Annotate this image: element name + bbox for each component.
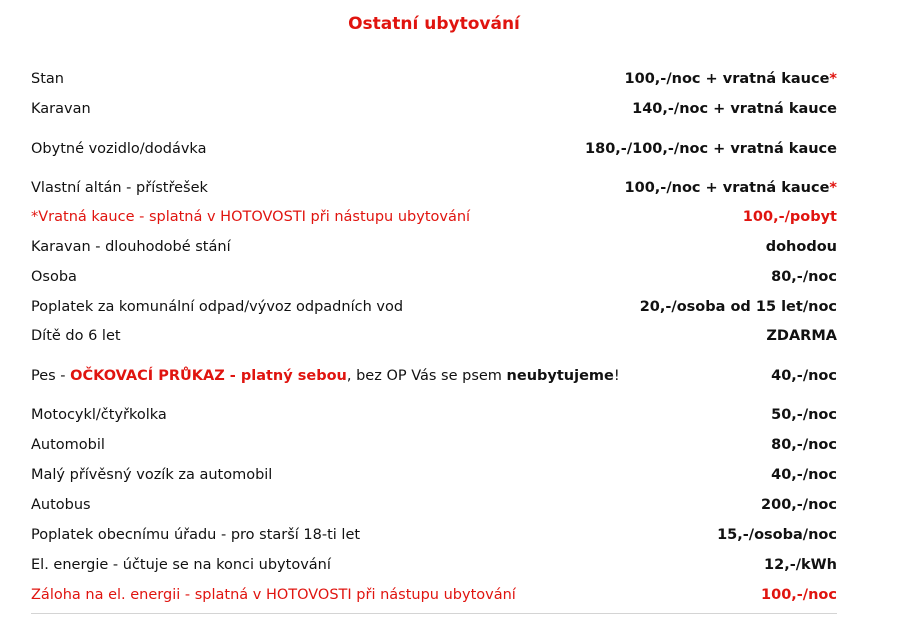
row-value: 100,-/noc + vratná kauce* <box>624 71 837 87</box>
row-value: 40,-/noc <box>771 467 837 483</box>
price-row-dlouhodobe-stani <box>31 232 837 262</box>
price-row-autobus <box>31 490 837 520</box>
price-row-karavan <box>31 94 837 124</box>
row-value: dohodou <box>765 239 837 255</box>
row-value: ZDARMA <box>766 328 837 344</box>
row-label: Karavan <box>31 101 91 117</box>
row-value: 20,-/osoba od 15 let/noc <box>639 298 837 315</box>
price-row-osoba <box>31 262 837 292</box>
row-label: Dítě do 6 let <box>31 328 121 344</box>
row-label: Stan <box>31 71 64 87</box>
row-value: 15,-/osoba/noc <box>717 527 837 543</box>
row-value: 100,-/pobyt <box>742 209 837 225</box>
price-row-pes <box>31 351 837 400</box>
row-label: Motocykl/čtyřkolka <box>31 407 167 423</box>
asterisk-mark: * <box>829 71 837 87</box>
row-value: 80,-/noc <box>771 269 837 285</box>
price-row-vozik <box>31 460 837 490</box>
row-value: 100,-/noc <box>761 587 837 603</box>
asterisk-mark: * <box>829 179 837 196</box>
price-row-motocykl <box>31 400 837 430</box>
price-row-stan <box>31 64 837 94</box>
no-accommodation-note: neubytujeme <box>506 367 614 384</box>
price-row-vratna-kauce <box>31 202 837 232</box>
row-value: 100,-/noc + vratná kauce* <box>624 179 837 196</box>
bottom-divider <box>31 613 837 614</box>
row-label: Osoba <box>31 269 77 285</box>
price-row-obytne-vozidlo <box>31 124 837 173</box>
price-row-zaloha-energie <box>31 580 837 610</box>
row-label: Karavan - dlouhodobé stání <box>31 239 231 255</box>
row-label: Vlastní altán - přístřešek <box>31 179 208 196</box>
price-row-obecni-poplatek <box>31 520 837 550</box>
row-value: 80,-/noc <box>771 437 837 453</box>
row-label: Poplatek obecnímu úřadu - pro starší 18-ti let <box>31 527 361 543</box>
vaccination-warning: OČKOVACÍ PRŮKAZ - platný sebou <box>70 367 347 384</box>
row-label: *Vratná kauce - splatná v HOTOVOSTI při nástupu ubytování <box>31 209 471 225</box>
page-title: Ostatní ubytování <box>348 14 520 34</box>
row-value: 12,-/kWh <box>764 557 837 573</box>
row-label: Automobil <box>31 437 105 453</box>
row-label: Pes - OČKOVACÍ PRŮKAZ - platný sebou, bez OP Vás se psem neubytujeme! <box>31 367 620 384</box>
price-row-automobil <box>31 430 837 460</box>
row-value: 140,-/noc + vratná kauce <box>632 101 837 117</box>
row-label: Malý přívěsný vozík za automobil <box>31 467 273 483</box>
price-list <box>31 64 837 610</box>
row-value: 40,-/noc <box>771 367 837 384</box>
row-value: 200,-/noc <box>761 497 837 513</box>
row-label: Autobus <box>31 497 91 513</box>
row-value: 50,-/noc <box>771 407 837 423</box>
price-row-odpad <box>31 292 837 321</box>
price-row-dite <box>31 321 837 351</box>
row-label: Záloha na el. energii - splatná v HOTOVOSTI při nástupu ubytování <box>31 587 516 603</box>
price-row-altan <box>31 173 837 202</box>
price-row-el-energie <box>31 550 837 580</box>
row-label: Obytné vozidlo/dodávka <box>31 140 207 157</box>
row-label: Poplatek za komunální odpad/vývoz odpadních vod <box>31 298 404 315</box>
row-value: 180,-/100,-/noc + vratná kauce <box>585 140 837 157</box>
row-label: El. energie - účtuje se na konci ubytování <box>31 557 331 573</box>
